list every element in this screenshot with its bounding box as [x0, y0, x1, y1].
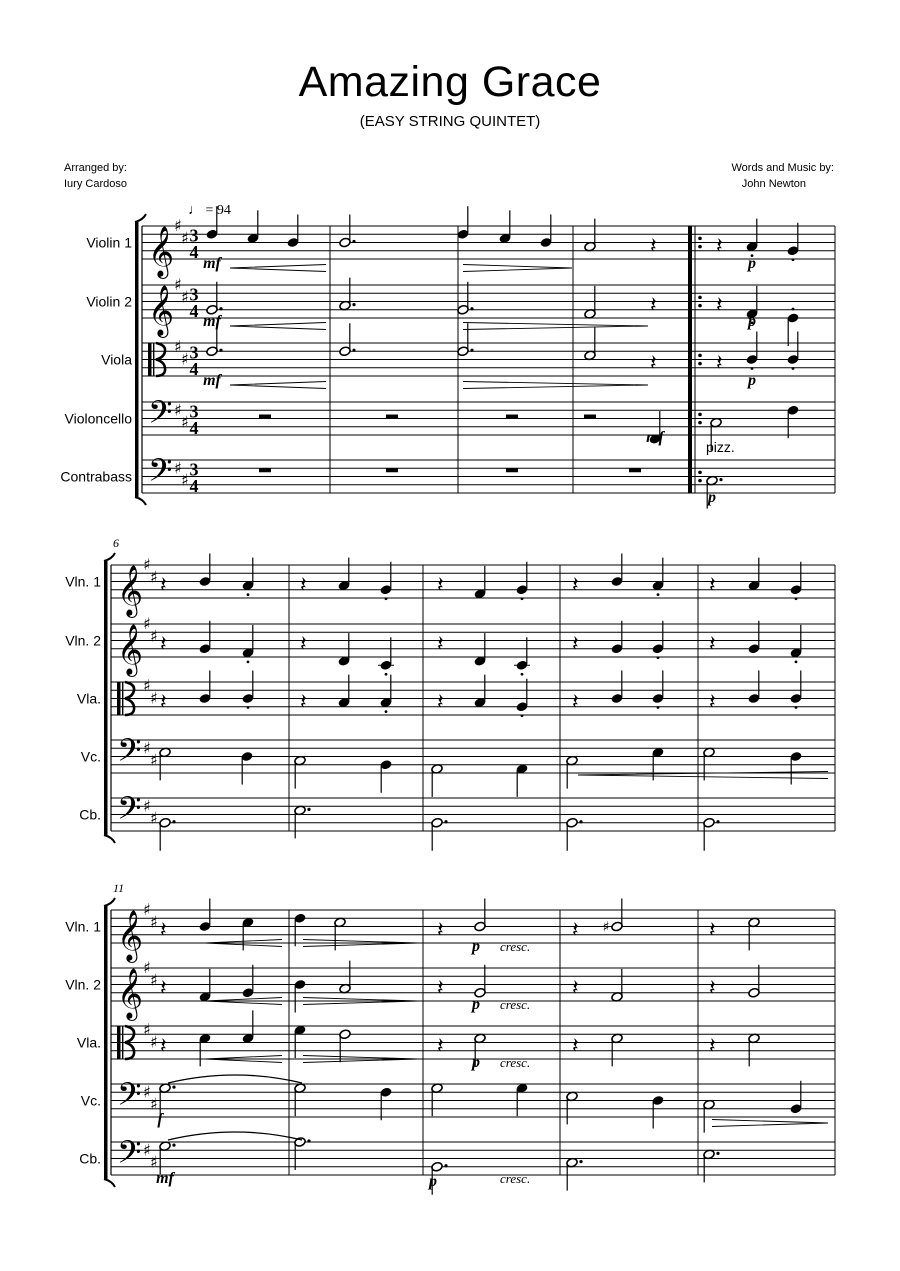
instrument-label: Vln. 1 — [65, 918, 101, 935]
quarter-rest: 𝄽 — [437, 917, 444, 943]
augmentation-dot — [219, 307, 222, 310]
staccato-dot — [247, 706, 250, 709]
sharp-accidental: ♯ — [143, 1140, 151, 1160]
time-signature-bottom: 4 — [189, 359, 199, 379]
quarter-rest: 𝄽 — [709, 975, 716, 1001]
time-signature-top: 3 — [189, 459, 199, 480]
instrument-label: Vln. 1 — [65, 573, 101, 590]
quarter-rest: 𝄽 — [160, 975, 167, 1001]
sharp-accidental: ♯ — [143, 1082, 151, 1102]
page-title: Amazing Grace — [298, 58, 602, 106]
staccato-dot — [657, 656, 660, 659]
quarter-rest: 𝄽 — [300, 631, 307, 657]
quarter-rest: 𝄽 — [437, 1033, 444, 1059]
sharp-accidental: ♯ — [181, 228, 189, 248]
dynamic-p: p — [748, 372, 756, 389]
quarter-rest: 𝄽 — [160, 1033, 167, 1059]
quarter-rest: 𝄽 — [716, 350, 723, 376]
quarter-rest: 𝄽 — [572, 917, 579, 943]
staccato-dot — [657, 706, 660, 709]
diminuendo-hairpin — [463, 323, 648, 330]
quarter-rest: 𝄽 — [650, 233, 657, 259]
sharp-accidental: ♯ — [181, 287, 189, 307]
cresc-marking: cresc. — [500, 939, 531, 954]
sharp-accidental: ♯ — [174, 458, 182, 478]
bracket-hook — [135, 497, 146, 505]
staccato-dot — [792, 308, 795, 311]
instrument-label: Vla. — [76, 690, 101, 707]
staccato-dot — [792, 367, 795, 370]
bracket-hook — [104, 835, 115, 843]
augmentation-dot — [579, 820, 582, 823]
sharp-accidental: ♯ — [143, 676, 151, 696]
instrument-label: Cb. — [79, 806, 101, 823]
crescendo-hairpin — [230, 323, 326, 330]
augmentation-dot — [352, 349, 355, 352]
quarter-rest: 𝄽 — [300, 572, 307, 598]
sharp-accidental: ♯ — [143, 796, 151, 816]
staccato-dot — [247, 660, 250, 663]
dynamic-p: p — [472, 996, 480, 1013]
time-signature-top: 3 — [189, 284, 199, 305]
treble-clef: 𝄞 — [148, 285, 175, 336]
diminuendo-hairpin — [712, 1120, 828, 1127]
repeat-thick-barline — [688, 226, 692, 493]
quarter-rest: 𝄽 — [650, 350, 657, 376]
pizz-marking: pizz. — [706, 439, 735, 455]
instrument-label: Vln. 2 — [65, 976, 101, 993]
quarter-rest: 𝄽 — [716, 292, 723, 318]
staccato-dot — [521, 597, 524, 600]
repeat-dot — [698, 237, 702, 241]
instrument-label: Violin 2 — [86, 293, 132, 310]
sharp-accidental: ♯ — [174, 216, 182, 235]
half-rest — [386, 415, 398, 419]
staccato-dot — [795, 706, 798, 709]
augmentation-dot — [172, 820, 175, 823]
sharp-accidental: ♯ — [143, 958, 151, 977]
repeat-dot — [698, 479, 702, 483]
quarter-rest: 𝄽 — [716, 233, 723, 259]
measure-number: 11 — [113, 881, 125, 895]
repeat-dot — [698, 471, 702, 475]
bass-clef: 𝄢 — [117, 789, 142, 834]
sharp-accidental: ♯ — [602, 919, 610, 936]
staccato-dot — [385, 710, 388, 713]
sharp-accidental: ♯ — [150, 750, 158, 770]
alto-clef-bar — [117, 1026, 121, 1059]
time-signature-top: 3 — [189, 401, 199, 422]
bass-clef: 𝄢 — [117, 731, 142, 776]
augmentation-dot — [352, 240, 355, 243]
bass-clef: 𝄢 — [117, 1075, 142, 1120]
staccato-dot — [795, 660, 798, 663]
augmentation-dot — [470, 349, 473, 352]
instrument-label: Vla. — [76, 1034, 101, 1051]
augmentation-dot — [172, 1086, 175, 1089]
sharp-accidental: ♯ — [181, 470, 189, 490]
augmentation-dot — [352, 303, 355, 306]
instrument-label: Cb. — [79, 1150, 101, 1167]
dynamic-f: f — [157, 1111, 163, 1128]
augmentation-dot — [307, 1139, 310, 1142]
augmentation-dot — [470, 307, 473, 310]
instrument-label: Vc. — [80, 1092, 101, 1109]
half-rest — [259, 415, 271, 419]
cresc-marking: cresc. — [500, 997, 531, 1012]
instrument-label: Vc. — [80, 748, 101, 765]
whole-rest — [629, 468, 641, 472]
dynamic-mf: mf — [203, 372, 221, 389]
cresc-marking: cresc. — [500, 1171, 531, 1186]
dynamic-mf: mf — [646, 429, 664, 446]
measure-number: 6 — [113, 536, 119, 550]
staccato-dot — [657, 593, 660, 596]
quarter-rest: 𝄽 — [160, 689, 167, 715]
staccato-dot — [751, 367, 754, 370]
system-bracket — [135, 222, 139, 497]
tie-slur — [168, 1132, 302, 1140]
sharp-accidental: ♯ — [150, 1032, 158, 1052]
alto-clef-bar — [148, 343, 152, 376]
quarter-rest: 𝄽 — [437, 631, 444, 657]
repeat-dot — [698, 362, 702, 366]
instrument-label: Violin 1 — [86, 234, 132, 251]
repeat-dot — [698, 245, 702, 249]
quarter-rest: 𝄽 — [709, 1033, 716, 1059]
staccato-dot — [247, 593, 250, 596]
sharp-accidental: ♯ — [143, 1020, 151, 1040]
quarter-rest: 𝄽 — [437, 975, 444, 1001]
sharp-accidental: ♯ — [150, 567, 158, 587]
sharp-accidental: ♯ — [150, 912, 158, 932]
staccato-dot — [792, 258, 795, 261]
dynamic-p: p — [429, 1173, 437, 1190]
sharp-accidental: ♯ — [174, 400, 182, 420]
half-rest — [584, 415, 596, 419]
augmentation-dot — [716, 820, 719, 823]
augmentation-dot — [579, 1160, 582, 1163]
dynamic-p: p — [472, 938, 480, 955]
tie-slur — [168, 1075, 302, 1083]
repeat-dot — [698, 296, 702, 300]
augmentation-dot — [719, 478, 722, 481]
quarter-rest: 𝄽 — [709, 917, 716, 943]
system-bracket — [104, 906, 108, 1179]
dynamic-mf: mf — [203, 255, 221, 272]
instrument-label: Vln. 2 — [65, 632, 101, 649]
time-signature-bottom: 4 — [189, 476, 199, 496]
treble-clef: 𝄞 — [117, 624, 144, 675]
bass-clef: 𝄢 — [148, 451, 173, 496]
time-signature-bottom: 4 — [189, 301, 199, 321]
repeat-dot — [698, 421, 702, 425]
crescendo-hairpin — [230, 382, 326, 389]
system-bracket — [104, 561, 108, 835]
whole-rest — [259, 468, 271, 472]
bracket-hook — [104, 1179, 115, 1187]
dynamic-mf: mf — [156, 1170, 174, 1187]
sharp-accidental: ♯ — [150, 1152, 158, 1172]
diminuendo-hairpin — [463, 265, 572, 272]
augmentation-dot — [172, 1144, 175, 1147]
quarter-rest: 𝄽 — [709, 631, 716, 657]
sharp-accidental: ♯ — [174, 275, 182, 294]
alto-clef-bar — [122, 1026, 123, 1059]
quarter-rest: 𝄽 — [160, 572, 167, 598]
crescendo-hairpin — [230, 265, 326, 272]
sharp-accidental: ♯ — [150, 1094, 158, 1114]
augmentation-dot — [307, 808, 310, 811]
time-signature-bottom: 4 — [189, 242, 199, 262]
quarter-rest: 𝄽 — [572, 975, 579, 1001]
quarter-rest: 𝄽 — [437, 572, 444, 598]
sharp-accidental: ♯ — [143, 555, 151, 574]
sharp-accidental: ♯ — [150, 808, 158, 828]
alto-clef-bar — [117, 682, 121, 715]
repeat-dot — [698, 354, 702, 358]
sharp-accidental: ♯ — [174, 337, 182, 357]
staccato-dot — [521, 714, 524, 717]
half-rest — [506, 415, 518, 419]
sharp-accidental: ♯ — [181, 412, 189, 432]
sharp-accidental: ♯ — [143, 738, 151, 758]
staccato-dot — [385, 597, 388, 600]
bass-clef: 𝄢 — [148, 393, 173, 438]
quarter-rest: 𝄽 — [572, 1033, 579, 1059]
bracket-hook — [135, 214, 146, 222]
bracket-hook — [104, 898, 115, 906]
diminuendo-hairpin — [463, 382, 648, 389]
augmentation-dot — [219, 349, 222, 352]
staccato-dot — [521, 673, 524, 676]
instrument-label: Contrabass — [60, 468, 132, 485]
dynamic-p: p — [708, 489, 716, 506]
arranger-name: Iury Cardoso — [64, 178, 127, 190]
time-signature-top: 3 — [189, 225, 199, 246]
sharp-accidental: ♯ — [150, 626, 158, 646]
whole-rest — [386, 468, 398, 472]
repeat-dot — [698, 413, 702, 417]
time-signature-bottom: 4 — [189, 418, 199, 438]
repeat-dot — [698, 304, 702, 308]
time-signature-top: 3 — [189, 342, 199, 363]
quarter-rest: 𝄽 — [160, 917, 167, 943]
alto-clef-bar — [153, 343, 154, 376]
staccato-dot — [795, 597, 798, 600]
quarter-rest: 𝄽 — [300, 689, 307, 715]
bass-clef: 𝄢 — [117, 1133, 142, 1178]
augmentation-dot — [716, 1152, 719, 1155]
augmentation-dot — [444, 1164, 447, 1167]
sharp-accidental: ♯ — [150, 688, 158, 708]
page-subtitle: (EASY STRING QUINTET) — [359, 113, 541, 130]
dynamic-p: p — [472, 1054, 480, 1071]
dynamic-p: p — [748, 255, 756, 272]
whole-rest — [506, 468, 518, 472]
quarter-rest: 𝄽 — [572, 631, 579, 657]
quarter-rest: 𝄽 — [572, 572, 579, 598]
sharp-accidental: ♯ — [143, 900, 151, 919]
sharp-accidental: ♯ — [150, 970, 158, 990]
composer-name: John Newton — [741, 178, 806, 190]
staccato-dot — [385, 673, 388, 676]
augmentation-dot — [444, 820, 447, 823]
arranger-label: Arranged by: — [64, 162, 127, 174]
cresc-marking: cresc. — [500, 1055, 531, 1070]
sharp-accidental: ♯ — [181, 349, 189, 369]
instrument-label: Violoncello — [64, 410, 132, 427]
dynamic-p: p — [748, 313, 756, 330]
dynamic-mf: mf — [203, 313, 221, 330]
treble-clef: 𝄞 — [117, 565, 144, 616]
quarter-rest: 𝄽 — [650, 292, 657, 318]
quarter-rest: 𝄽 — [709, 689, 716, 715]
quarter-rest: 𝄽 — [709, 572, 716, 598]
quarter-rest: 𝄽 — [160, 631, 167, 657]
composer-label: Words and Music by: — [731, 162, 834, 174]
quarter-rest: 𝄽 — [437, 689, 444, 715]
quarter-rest: 𝄽 — [572, 689, 579, 715]
sharp-accidental: ♯ — [143, 614, 151, 633]
bracket-hook — [104, 553, 115, 561]
treble-clef: 𝄞 — [117, 910, 144, 961]
alto-clef-bar — [122, 682, 123, 715]
instrument-label: Viola — [101, 351, 132, 368]
tempo-marking: ♩ = 94 — [188, 203, 231, 218]
treble-clef: 𝄞 — [117, 968, 144, 1019]
treble-clef: 𝄞 — [148, 226, 175, 277]
